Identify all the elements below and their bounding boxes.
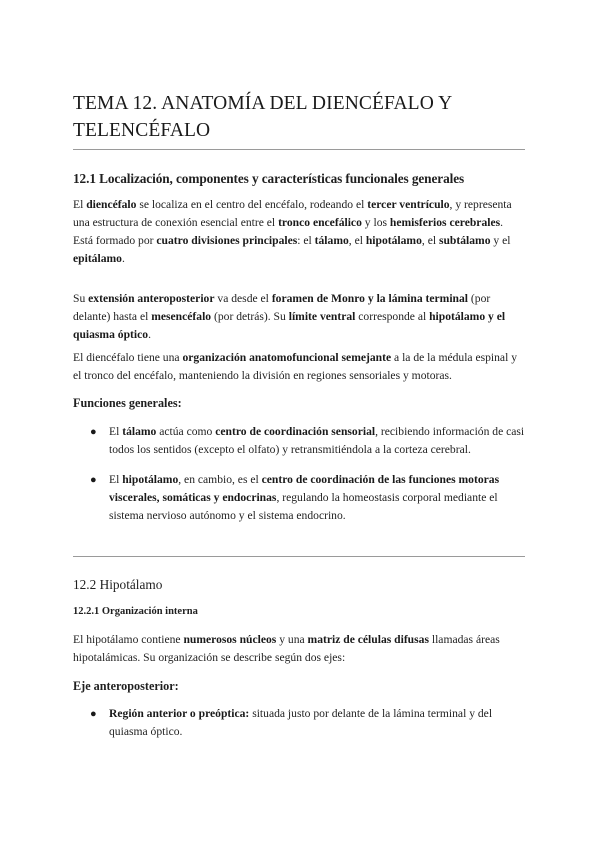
- term-numerosos-nucleos: numerosos núcleos: [183, 633, 277, 646]
- term-diencefalo: diencéfalo: [86, 198, 137, 211]
- title-line-2: TELENCÉFALO: [73, 120, 211, 141]
- term-foramen-monro: foramen de Monro y la lámina terminal: [271, 292, 469, 305]
- page-title: [73, 90, 525, 144]
- list-item-region-anterior: Región anterior o preóptica: situada justo por delante de la lámina terminal y del quiasma óptico.: [109, 707, 493, 738]
- label-funciones-generales: Funciones generales:: [73, 396, 182, 410]
- section-heading-12-2: 12.2 Hipotálamo: [73, 577, 163, 592]
- paragraph-organizacion: El diencéfalo tiene una organización anatomofuncional semejante a la de la médula espinal y el tronco del encéfalo, manteniendo la división en regiones sensoriales y motoras.: [73, 351, 517, 382]
- title-line-1: TEMA 12. ANATOMÍA DEL DIENCÉFALO Y: [73, 93, 453, 114]
- term-region-anterior: Región anterior o preóptica:: [109, 707, 250, 720]
- term-hemisferios-cerebrales: hemisferios cerebrales: [389, 216, 501, 229]
- term-hipotalamo-quiasma: hipotálamo y el quiasma óptico: [73, 310, 506, 341]
- term-organizacion-anatomofuncional: organización anatomofuncional semejante: [182, 351, 392, 364]
- term-epitalamo: epitálamo: [73, 252, 122, 265]
- term-hipotalamo-bullet: hipotálamo: [122, 473, 179, 486]
- label-eje-anteroposterior: Eje anteroposterior:: [73, 679, 179, 693]
- term-talamo: tálamo: [314, 234, 349, 247]
- term-extension-anteroposterior: extensión anteroposterior: [88, 292, 215, 305]
- divider-middle: [73, 556, 525, 557]
- bullet-dot-icon: ●: [90, 426, 97, 438]
- bullet-dot-icon: ●: [90, 708, 97, 720]
- term-centro-coordinacion-motoras: centro de coordinación de las funciones motoras viscerales, somáticas y endocrinas: [109, 473, 500, 504]
- paragraph-hipotalamo-nucleos: El hipotálamo contiene numerosos núcleos y una matriz de células difusas llamadas áreas hipotalámicas. Su organización se describe según dos ejes:: [73, 633, 500, 664]
- term-matriz-celulas-difusas: matriz de células difusas: [307, 633, 429, 646]
- list-item-hipotalamo: El hipotálamo, en cambio, es el centro de coordinación de las funciones motoras viscerales, somáticas y endocrinas, regulando la homeostasis corporal mediante el sistema nervioso autónomo y el sistema endocrino.: [109, 473, 500, 522]
- paragraph-extension: Su extensión anteroposterior va desde el foramen de Monro y la lámina terminal (por delante) hasta el mesencéfalo (por detrás). Su límite ventral corresponde al hipotálamo y el quiasma óptico.: [73, 292, 506, 341]
- term-talamo-bullet: tálamo: [122, 425, 157, 438]
- term-tronco-encefalico: tronco encefálico: [278, 216, 362, 229]
- term-mesencefalo: mesencéfalo: [151, 310, 212, 323]
- term-cuatro-divisiones: cuatro divisiones principales: [156, 234, 298, 247]
- list-item-talamo: El tálamo actúa como centro de coordinación sensorial, recibiendo información de casi todos los sentidos (excepto el olfato) y retransmitiéndola a la corteza cerebral.: [109, 425, 525, 456]
- term-tercer-ventriculo: tercer ventrículo: [367, 198, 450, 211]
- divider-top: [73, 149, 525, 150]
- term-limite-ventral: límite ventral: [288, 310, 356, 323]
- bullet-dot-icon: ●: [90, 474, 97, 486]
- subsection-heading-12-2-1: 12.2.1 Organización interna: [73, 606, 198, 617]
- paragraph-diencefalo-location: El diencéfalo se localiza en el centro del encéfalo, rodeando el tercer ventrículo, y representa una estructura de conexión esencial entre el tronco encefálico y los hemisferios cerebrales. Está formado por cuatro divisiones principales: el tálamo, el hipotálamo, el subtálamo y el epitálamo.: [73, 198, 512, 265]
- term-hipotalamo: hipotálamo: [365, 234, 422, 247]
- section-heading-12-1: 12.1 Localización, componentes y características funcionales generales: [73, 171, 465, 186]
- term-centro-coordinacion-sensorial: centro de coordinación sensorial: [215, 425, 376, 438]
- term-subtalamo: subtálamo: [438, 234, 491, 247]
